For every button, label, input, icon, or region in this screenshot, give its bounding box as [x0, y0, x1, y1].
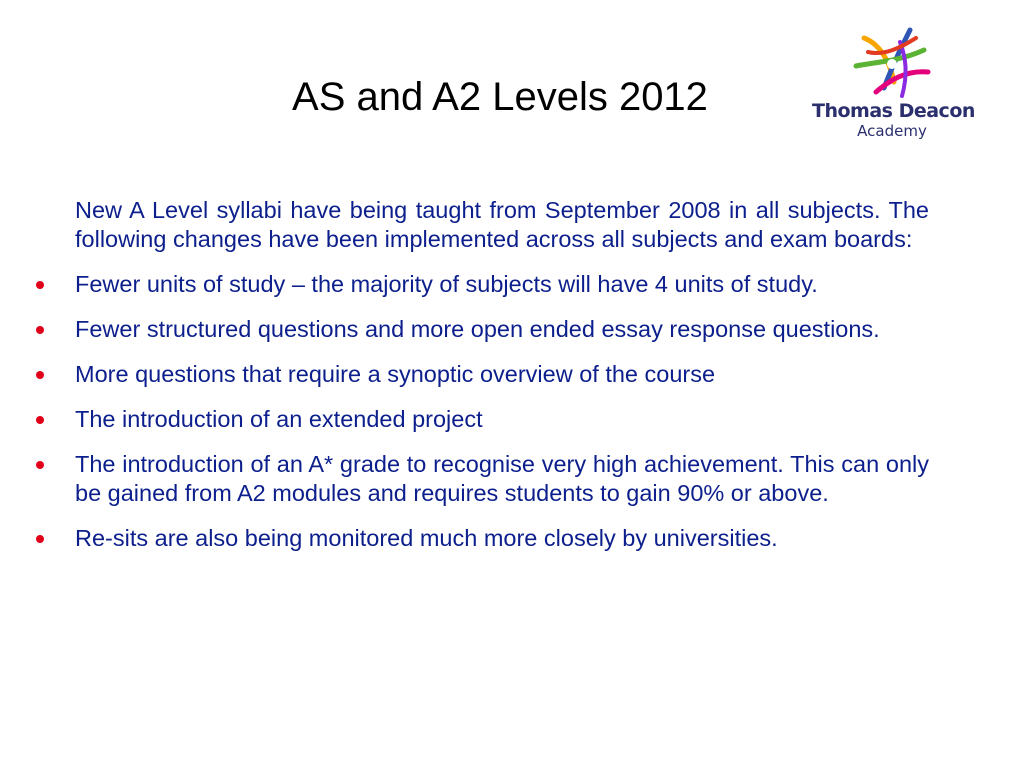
- slide-body: [75, 196, 929, 569]
- bullet-list: [75, 270, 929, 553]
- bullet-item: [75, 315, 929, 344]
- bullet-item: [75, 270, 929, 299]
- intro-paragraph: New A Level syllabi have being taught from September 2008 in all subjects. The following changes have been implemented across all subjects and exam boards:: [75, 197, 929, 252]
- logo-name: Thomas Deacon: [812, 100, 975, 122]
- bullet-text: The introduction of an extended project: [75, 406, 483, 432]
- bullet-dot-icon: [36, 281, 44, 289]
- bullet-item: [75, 524, 929, 553]
- logo-subtitle: Academy: [857, 122, 927, 140]
- bullet-item: [75, 405, 929, 434]
- thomas-deacon-academy-logo: [812, 22, 975, 147]
- bullet-dot-icon: [36, 535, 44, 543]
- bullet-dot-icon: [36, 461, 44, 469]
- bullet-text: Fewer units of study – the majority of subjects will have 4 units of study.: [75, 271, 818, 297]
- bullet-text: Fewer structured questions and more open ended essay response questions.: [75, 316, 880, 342]
- bullet-dot-icon: [36, 326, 44, 334]
- slide-title: AS and A2 Levels 2012: [292, 75, 708, 119]
- bullet-dot-icon: [36, 416, 44, 424]
- bullet-item: [75, 360, 929, 389]
- bullet-dot-icon: [36, 371, 44, 379]
- bullet-item: [75, 450, 929, 508]
- bullet-text: Re-sits are also being monitored much more closely by universities.: [75, 525, 778, 551]
- multicolour-star-logo-icon: [850, 22, 934, 106]
- bullet-text: The introduction of an A* grade to recognise very high achievement. This can only be gained from A2 modules and requires students to gain 90% or above.: [75, 451, 929, 506]
- bullet-text: More questions that require a synoptic overview of the course: [75, 361, 716, 387]
